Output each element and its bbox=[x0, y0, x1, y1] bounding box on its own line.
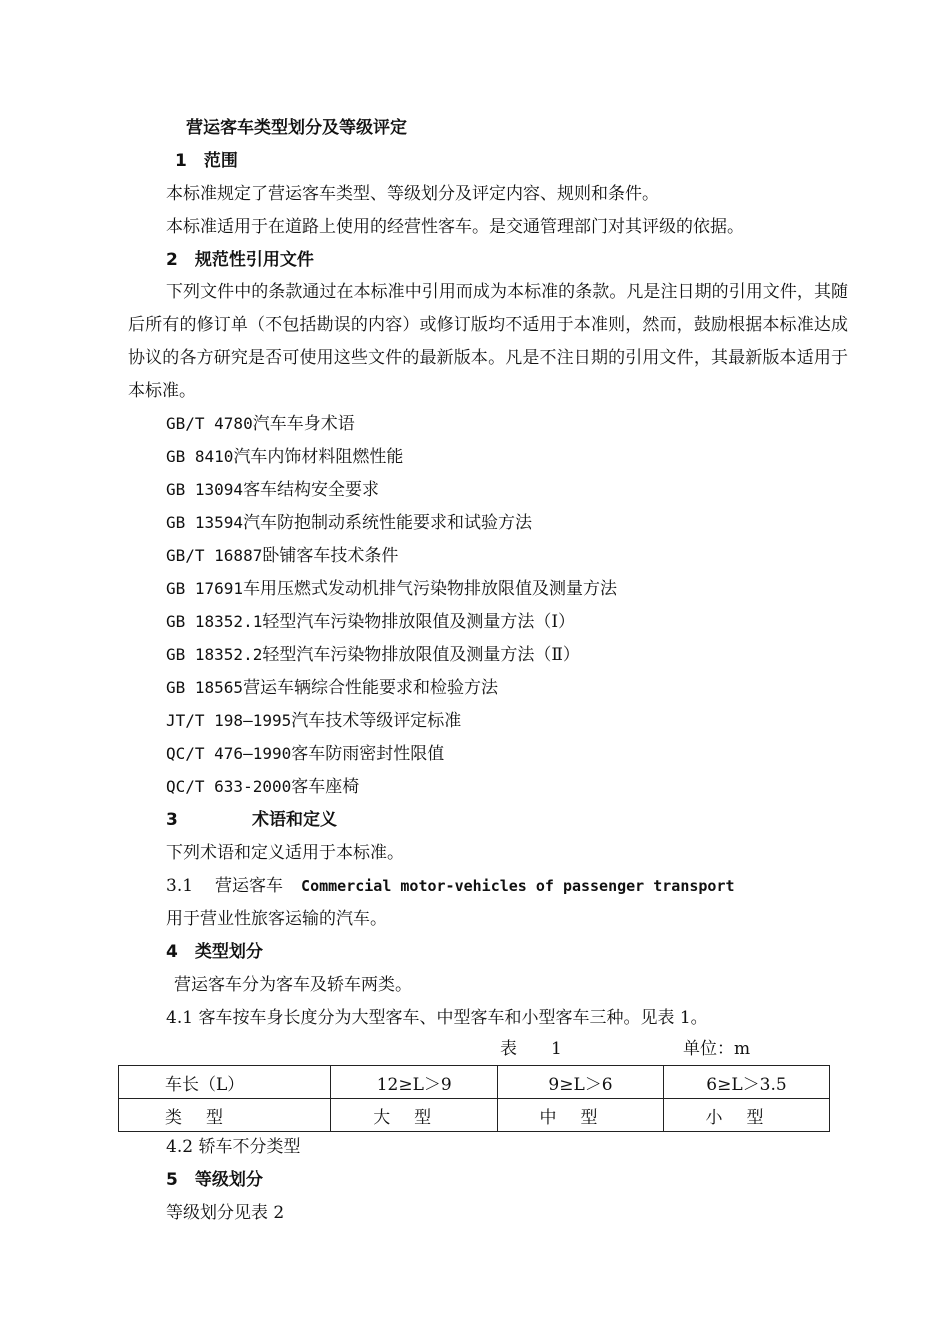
section-4-intro: 营运客车分为客车及轿车两类。 bbox=[174, 975, 412, 995]
section-1-paragraph-1: 本标准规定了营运客车类型、等级划分及评定内容、规则和条件。 bbox=[166, 184, 659, 204]
table-cell: 车长（L） bbox=[119, 1066, 331, 1099]
reference-name: 营运车辆综合性能要求和检验方法 bbox=[243, 678, 499, 698]
table-1-caption: 表 1 bbox=[500, 1039, 562, 1059]
reference-item bbox=[166, 512, 532, 534]
reference-name: 卧铺客车技术条件 bbox=[262, 546, 399, 566]
reference-code: GB 18352.1 bbox=[166, 612, 263, 631]
term-chinese: 营运客车 bbox=[215, 876, 284, 896]
table-cell: 大型 bbox=[331, 1099, 498, 1132]
term-number: 3.1 bbox=[166, 876, 194, 896]
table-row bbox=[119, 1066, 830, 1099]
reference-name: 客车结构安全要求 bbox=[243, 480, 380, 500]
section-5-paragraph: 等级划分见表 2 bbox=[166, 1203, 285, 1223]
reference-item bbox=[166, 710, 461, 732]
section-3-number: 3 bbox=[166, 810, 178, 830]
document-title: 营运客车类型划分及等级评定 bbox=[186, 118, 407, 138]
reference-code: GB 13094 bbox=[166, 480, 244, 499]
reference-code: GB/T 16887 bbox=[166, 546, 263, 565]
table-1-unit: 单位：m bbox=[683, 1039, 751, 1059]
reference-code: QC/T 476—1990 bbox=[166, 744, 292, 763]
reference-name: 客车座椅 bbox=[291, 777, 360, 797]
reference-name: 轻型汽车污染物排放限值及测量方法（Ⅰ） bbox=[262, 612, 576, 632]
section-2-heading: 2 规范性引用文件 bbox=[166, 250, 314, 270]
term-english: Commercial motor-vehicles of passenger transport bbox=[301, 877, 735, 895]
reference-name: 汽车内饰材料阻燃性能 bbox=[233, 447, 404, 467]
reference-item bbox=[166, 677, 498, 699]
reference-name: 客车防雨密封性限值 bbox=[291, 744, 445, 764]
reference-code: GB 18565 bbox=[166, 678, 244, 697]
reference-item bbox=[166, 413, 355, 435]
table-cell: 12≥L＞9 bbox=[331, 1066, 498, 1099]
reference-code: GB/T 4780 bbox=[166, 414, 253, 433]
section-4-2-paragraph: 4.2 轿车不分类型 bbox=[166, 1137, 301, 1157]
reference-code: GB 17691 bbox=[166, 579, 244, 598]
reference-code: GB 13594 bbox=[166, 513, 244, 532]
table-cell: 中型 bbox=[497, 1099, 663, 1132]
reference-name: 汽车车身术语 bbox=[252, 414, 355, 434]
vehicle-length-table bbox=[118, 1065, 830, 1132]
section-1-heading: 1 范围 bbox=[175, 151, 238, 171]
table-row bbox=[119, 1099, 830, 1132]
reference-name: 车用压燃式发动机排气污染物排放限值及测量方法 bbox=[243, 579, 618, 599]
reference-code: JT/T 198—1995 bbox=[166, 711, 292, 730]
reference-item bbox=[166, 545, 398, 567]
reference-code: QC/T 633-2000 bbox=[166, 777, 292, 796]
term-3-1 bbox=[166, 875, 735, 897]
section-5-heading: 5 等级划分 bbox=[166, 1170, 263, 1190]
reference-item bbox=[166, 776, 359, 798]
reference-name: 汽车防抱制动系统性能要求和试验方法 bbox=[243, 513, 533, 533]
reference-item bbox=[166, 446, 403, 468]
reference-item bbox=[166, 479, 379, 501]
reference-item bbox=[166, 743, 444, 765]
reference-item bbox=[166, 644, 580, 666]
table-cell: 9≥L＞6 bbox=[497, 1066, 663, 1099]
table-cell: 6≥L＞3.5 bbox=[663, 1066, 829, 1099]
reference-code: GB 18352.2 bbox=[166, 645, 263, 664]
section-1-paragraph-2: 本标准适用于在道路上使用的经营性客车。是交通管理部门对其评级的依据。 bbox=[166, 217, 744, 237]
section-4-1-paragraph: 4.1 客车按车身长度分为大型客车、中型客车和小型客车三种。见表 1。 bbox=[166, 1008, 708, 1028]
reference-name: 轻型汽车污染物排放限值及测量方法（Ⅱ） bbox=[262, 645, 580, 665]
reference-code: GB 8410 bbox=[166, 447, 234, 466]
section-3-intro: 下列术语和定义适用于本标准。 bbox=[166, 843, 404, 863]
section-4-heading: 4 类型划分 bbox=[166, 942, 263, 962]
reference-item bbox=[166, 611, 575, 633]
table-cell: 类型 bbox=[119, 1099, 331, 1132]
section-3-heading: 术语和定义 bbox=[252, 810, 337, 830]
term-definition: 用于营业性旅客运输的汽车。 bbox=[166, 909, 387, 929]
table-cell: 小型 bbox=[663, 1099, 829, 1132]
section-2-paragraph: 下列文件中的条款通过在本标准中引用而成为本标准的条款。凡是注日期的引用文件，其随后所有的修订单（不包括勘误的内容）或修订版均不适用于本准则，然而，鼓励根据本标准达成协议的各方研究是否可使用这些文件的最新版本。凡是不注日期的引用文件，其最新版本适用于本标准。 bbox=[128, 282, 848, 401]
reference-item bbox=[166, 578, 617, 600]
reference-name: 汽车技术等级评定标准 bbox=[291, 711, 462, 731]
